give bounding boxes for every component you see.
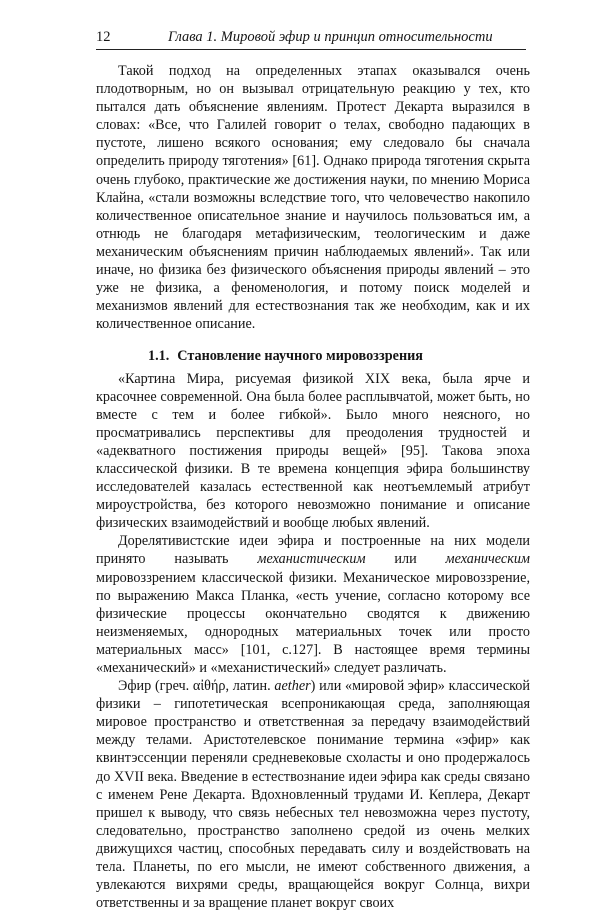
section-title: Становление научного мировоззрения (177, 348, 423, 365)
page-header (96, 27, 526, 50)
paragraph-2: «Картина Мира, рисуемая физикой XIX века, была ярче и красочнее современной. Она была более расплывчатой, может быть, но вместе с тем и более гибкой». Было много неясного, но просматривались перспективы для преодоления трудностей и «адекватного постижения природы вещей» [95]. Такова эпоха классической физики. В те времена концепция эфира большинству исследователей казалась естественной как неотъемлемый атрибут мироустройства, без которого невозможно понимание и описание физических взаимодействий и вообще любых явлений. (96, 370, 530, 532)
paragraph-3-text-b: или (365, 551, 446, 568)
paragraph-4-emphasis-a: aether (274, 678, 311, 695)
paragraph-3-text-c: мировоззрением классической физики. Механическое мировоззрение, по выражению Макса Планка, «есть учение, согласно которому все физические процессы окончательно сводятся к движению неизменяемых, однородных материальных точек или просто материальных масс» [101, с.127]. В настоящее время термины «механический» и «механистический» следует различать. (96, 569, 530, 676)
paragraph-3-text-a: Дорелятивистские идеи эфира и построенные на них модели принято называть (96, 533, 530, 568)
paragraph-3-emphasis-b: механическим (445, 551, 530, 568)
body-text (96, 62, 530, 912)
paragraph-1: Такой подход на определенных этапах оказывался очень плодотворным, но он вызывал отрицательную реакцию у тех, кто пытался дать объяснение явлениям. Протест Декарта выразился в словах: «Все, что Галилей говорит о телах, свободно падающих в пустоте, лишено всякого основания; ему следовало бы сначала определить природу тяготения» [61]. Однако природа тяготения скрыта очень глубоко, практические же достижения науки, по мнению Мориса Клайна, «стали возможны вследствие того, что человечество накопило количественное описательное знание и научилось пользоваться им, а отнюдь не благодаря метафизическим, теологическим и даже механическим объяснениям причин наблюдаемых явлений». Так или иначе, но физика без физического объяснения природы явлений – это уже не физика, а феноменология, и потому поиск моделей и механизмов явлений для естествознания так же необходим, как и их количественное описание. (96, 63, 530, 333)
section-number: 1.1. (148, 348, 170, 365)
running-title: Глава 1. Мировой эфир и принцип относительности (168, 29, 493, 45)
paragraph-3 (96, 532, 530, 677)
paragraph-4 (96, 677, 530, 912)
paragraph-4-text-a: Эфир (греч. αἰθήρ, латин. (118, 678, 275, 695)
paragraph-4-text-b: ) или «мировой эфир» классической физики – гипотетическая всепроникающая среда, заполняющая мировое пространство и ответственная за передачу взаимодействий между телами. Аристотелевское понимание термина «эфир» как квинтэссенции переняли средневековые схоласты и оно продержалось до XVII века. Введение в естествознание идеи эфира как среды связано с именем Рене Декарта. Вдохновленный трудами И. Кеплера, Декарт пришел к выводу, что связь небесных тел невозможна через пустоту, следовательно, пространство заполнено средой из очень мелких движущихся частиц, способных передавать силу и воздействовать на тела. Планеты, по его мысли, не имеют собственного движения, а увлекаются вихрями среды, вращающейся вокруг Солнца, вихри ответственны и за вращение планет вокруг своих (96, 678, 530, 912)
section-heading (96, 347, 530, 365)
page-number: 12 (96, 29, 111, 45)
paragraph-3-emphasis-a: механистическим (257, 551, 366, 568)
